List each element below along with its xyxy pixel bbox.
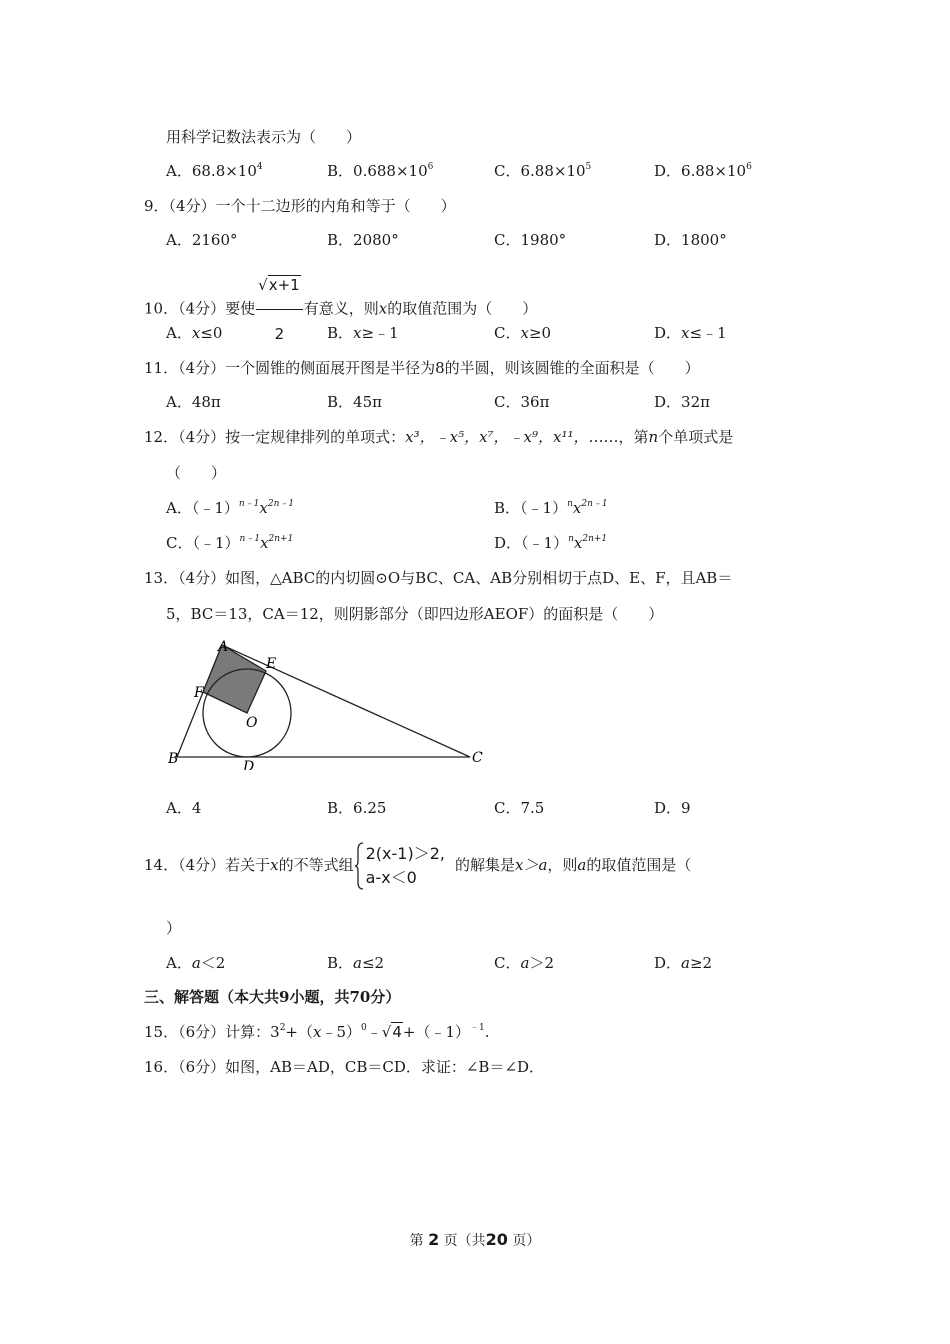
q14-inequality-system: 2(x-1)＞2, a-x＜0 — [354, 842, 445, 890]
label-c: C — [472, 750, 483, 766]
q9-option-b: B．2080° — [327, 231, 399, 249]
q13-option-d: D．9 — [654, 799, 691, 817]
q14-option-b: B．a≤2 — [327, 954, 385, 972]
q11-option-d: D．32π — [654, 393, 710, 411]
q13-option-c: C．7.5 — [494, 799, 545, 817]
q9-option-d: D．1800° — [654, 231, 727, 249]
shaded-quadrilateral-aeof — [203, 645, 266, 713]
page-footer: 第 2 页（共20 页） — [409, 1230, 541, 1249]
brace-icon — [354, 842, 364, 890]
label-e: E — [266, 656, 277, 672]
label-o: O — [246, 715, 258, 731]
q12-continuation: （ ） — [166, 464, 227, 482]
q9-option-c: C．1980° — [494, 231, 567, 249]
q10-option-b: B．x≥﹣1 — [327, 324, 399, 342]
section-heading: 三、解答题（本大共9小题，共70分） — [144, 988, 401, 1006]
label-d: D — [243, 759, 255, 770]
q13-stem-line1: 13．（4分）如图，△ABC的内切圆⊙O与BC、CA、AB分别相切于点D、E、F，且AB＝ — [144, 569, 733, 587]
q14-stem: 14．（4分）若关于x的不等式组 2(x-1)＞2, a-x＜0 的解集是x＞a，则a的取值范围是（ — [144, 833, 691, 897]
q13-option-b: B．6.25 — [327, 799, 387, 817]
q8-option-c: C．$6.88\times 10^5$ — [494, 162, 592, 180]
q13-figure — [160, 635, 495, 770]
q12-stem: 12．（4分）按一定规律排列的单项式：x³，﹣x⁵，x⁷，﹣x⁹，x¹¹，……，第n个单项式是 — [144, 428, 734, 446]
q14-option-a: A．a＜2 — [166, 954, 226, 972]
q10-option-c: C．x≥0 — [494, 324, 552, 342]
q11-option-a: A．48π — [166, 393, 221, 411]
q14-option-d: D．a≥2 — [654, 954, 713, 972]
q12-option-c: C．$(﹣1)^{n﹣1}x^{2n+1}$ — [166, 534, 294, 552]
label-b: B — [168, 751, 179, 767]
q9-option-a: A．2160° — [166, 231, 238, 249]
q8-option-a: A．$68.8\times 10^4$ — [166, 162, 263, 180]
q10-fraction: $\frac{√x+1}{2}$ — [256, 262, 303, 357]
label-a: A — [218, 639, 229, 655]
q15-stem: 15．（6分）计算：$3^2+(x﹣5)^0﹣√4+(﹣1)^{﹣1}$. — [144, 1023, 490, 1041]
q16-stem: 16．（6分）如图，AB＝AD，CB＝CD．求证：∠B＝∠D． — [144, 1058, 545, 1076]
q12-option-b: B．$(﹣1)^nx^{2n﹣1}$ — [494, 499, 608, 517]
q10-stem: 10．（4分）要使 $\frac{√x+1}{2}$ 有意义，则x的取值范围为（ ） — [144, 262, 537, 357]
q10-option-d: D．x≤﹣1 — [654, 324, 727, 342]
q13-stem-line2: 5，BC＝13，CA＝12，则阴影部分（即四边形AEOF）的面积是（ ） — [166, 605, 664, 623]
q13-option-a: A．4 — [166, 799, 202, 817]
q10-option-a: A．x≤0 — [166, 324, 223, 342]
q11-option-b: B．45π — [327, 393, 382, 411]
q12-option-d: D．$(﹣1)^nx^{2n+1}$ — [494, 534, 608, 552]
q8-option-b: B．$0.688\times 10^6$ — [327, 162, 434, 180]
q12-option-a: A．$(﹣1)^{n﹣1}x^{2n﹣1}$ — [166, 499, 295, 517]
q9-stem: 9．（4分）一个十二边形的内角和等于（ ） — [144, 197, 456, 215]
q11-stem: 11．（4分）一个圆锥的侧面展开图是半径为8的半圆，则该圆锥的全面积是（ ） — [144, 359, 700, 377]
q8-continuation: 用科学记数法表示为（ ） — [166, 128, 362, 146]
q14-option-c: C．a＞2 — [494, 954, 554, 972]
q8-option-d: D．$6.88\times 10^6$ — [654, 162, 752, 180]
q11-option-c: C．36π — [494, 393, 550, 411]
label-f: F — [194, 685, 204, 701]
q14-continuation: ） — [166, 919, 182, 937]
